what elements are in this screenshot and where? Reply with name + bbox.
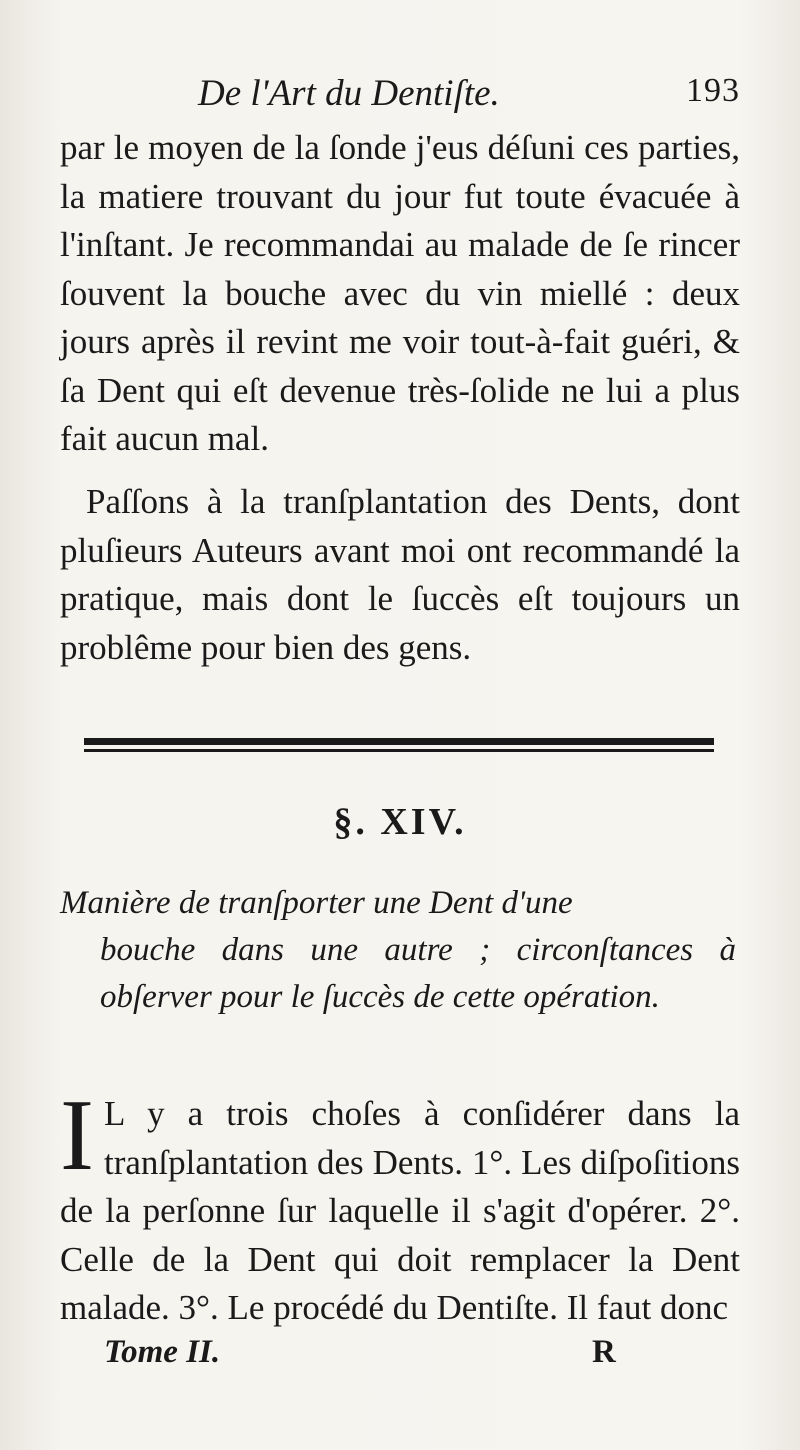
- section-title: [60, 880, 736, 1021]
- section-title-rest: bouche dans une autre ; circonſtances à obſerver pour le ſuccès de cette opération.: [100, 932, 736, 1015]
- divider-thick-line: [84, 738, 714, 745]
- paragraph-2-text: Paſſons à la tranſplantation des Dents, dont pluſieurs Auteurs avant moi ont recommandé la pratique, mais dont le ſuccès eſt toujours un problême pour bien des gens.: [60, 482, 740, 667]
- section-title-first-line: Manière de tranſporter une Dent d'une: [60, 885, 573, 921]
- page-number: 193: [686, 72, 740, 109]
- paragraph-1-text: par le moyen de la ſonde j'eus déſuni ces parties, la matiere trouvant du jour fut toute évacuée à l'inſtant. Je recommandai au malade de ſe rincer ſouvent la bouche avec du vin miellé : deux jours après il revint me voir tout-à-fait guéri, & ſa Dent qui eſt devenue très-ſolide ne lui a plus fait aucun mal.: [60, 128, 740, 458]
- section-heading: §. XIV.: [333, 801, 467, 843]
- divider-thin-line: [84, 749, 714, 752]
- paragraph-2: [60, 478, 740, 672]
- tome-label: Tome II.: [104, 1334, 221, 1370]
- page-header: [60, 72, 740, 124]
- paragraph-3-text: L y a trois choſes à conſidérer dans la tranſplantation des Dents. 1°. Les diſpoſitions de la perſonne ſur laquelle il s'agit d'opérer. 2°. Celle de la Dent qui doit remplacer la Dent malade. 3°. Le procédé du Dentiſte. Il faut donc: [60, 1094, 740, 1327]
- page-footer: [60, 1334, 740, 1384]
- signature-mark: R: [592, 1334, 616, 1370]
- paragraph-3: [60, 1079, 740, 1333]
- drop-cap: I: [60, 1079, 94, 1192]
- running-title: De l'Art du Dentiſte.: [198, 73, 500, 114]
- paragraph-1: [60, 124, 740, 464]
- section-divider: [84, 738, 714, 752]
